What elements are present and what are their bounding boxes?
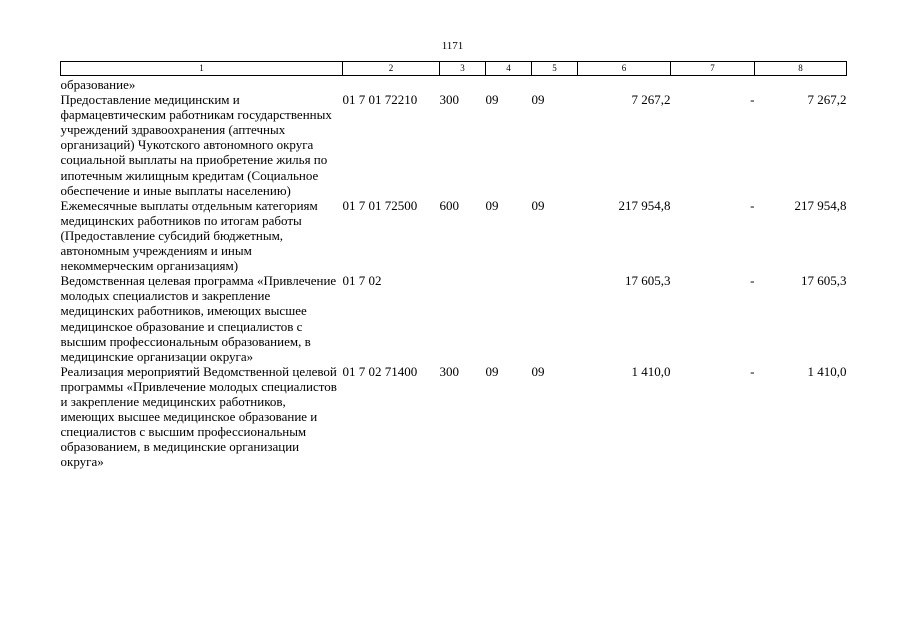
- table-row: [61, 92, 847, 198]
- row-rz: 09: [485, 363, 499, 379]
- row-code: 01 7 02: [342, 273, 382, 289]
- row-change: -: [750, 273, 755, 289]
- continuation-text: образование»: [60, 77, 136, 92]
- row-description: Ежемесячные выплаты отдельным категориям медицинских работников по итогам работы (Предоставление субсидий бюджетным, автономным учреждениям и иным некоммерческим организациям): [60, 197, 318, 274]
- budget-table: [60, 61, 847, 469]
- row-description: Предоставление медицинским и фармацевтическим работникам государственных учреждений здравоохранения (аптечных организаций) Чукотского автономного округа социальной выплаты на приобретение жилья по ипотечным жилищным кредитам (Социальное обеспечение и иные выплаты населению): [60, 92, 332, 198]
- row-total: 1 410,0: [807, 363, 847, 379]
- row-vr: 300: [439, 363, 459, 379]
- row-rz: 09: [485, 197, 499, 213]
- column-header: 2: [343, 62, 440, 76]
- column-header: 3: [440, 62, 486, 76]
- row-pr: [532, 273, 578, 364]
- row-pr: 09: [531, 363, 545, 379]
- row-total: 217 954,8: [794, 197, 847, 213]
- row-total: 17 605,3: [801, 273, 847, 289]
- row-code: 01 7 01 72500: [342, 197, 418, 213]
- column-header: 4: [486, 62, 532, 76]
- column-header: 6: [578, 62, 671, 76]
- row-description: Ведомственная целевая программа «Привлечение молодых специалистов и закрепление медицинских работников, имеющих высшее медицинское образование и специалистов с высшим профессиональным образованием, в медицинские организации округа»: [60, 273, 337, 364]
- row-amount: 1 410,0: [631, 363, 671, 379]
- row-pr: 09: [531, 92, 545, 108]
- page-number: 1171: [441, 40, 464, 52]
- row-description: Реализация мероприятий Ведомственной целевой программы «Привлечение молодых специалистов и закрепление медицинских работников, имеющих высшее медицинское образование и специалистов с высшим профессиональным образованием, в медицинские организации округа»: [60, 363, 337, 470]
- row-change: -: [750, 197, 755, 213]
- row-amount: 17 605,3: [625, 273, 671, 289]
- table-row: [61, 364, 847, 470]
- row-vr: 600: [439, 197, 459, 213]
- row-vr: 300: [439, 92, 459, 108]
- row-amount: 7 267,2: [631, 92, 671, 108]
- column-header: 8: [755, 62, 847, 76]
- column-header: 1: [61, 62, 343, 76]
- row-code: 01 7 02 71400: [342, 363, 418, 379]
- row-change: -: [750, 92, 755, 108]
- row-rz: 09: [485, 92, 499, 108]
- table-row: [61, 198, 847, 273]
- row-pr: 09: [531, 197, 545, 213]
- column-header: 7: [671, 62, 755, 76]
- row-code: 01 7 01 72210: [342, 92, 418, 108]
- column-header: 5: [532, 62, 578, 76]
- continuation-row: [61, 76, 847, 93]
- table-row: [61, 273, 847, 364]
- row-rz: [486, 273, 532, 364]
- row-amount: 217 954,8: [618, 197, 671, 213]
- row-total: 7 267,2: [807, 92, 847, 108]
- column-number-header: [61, 62, 847, 76]
- row-vr: [440, 273, 486, 364]
- row-change: -: [750, 363, 755, 379]
